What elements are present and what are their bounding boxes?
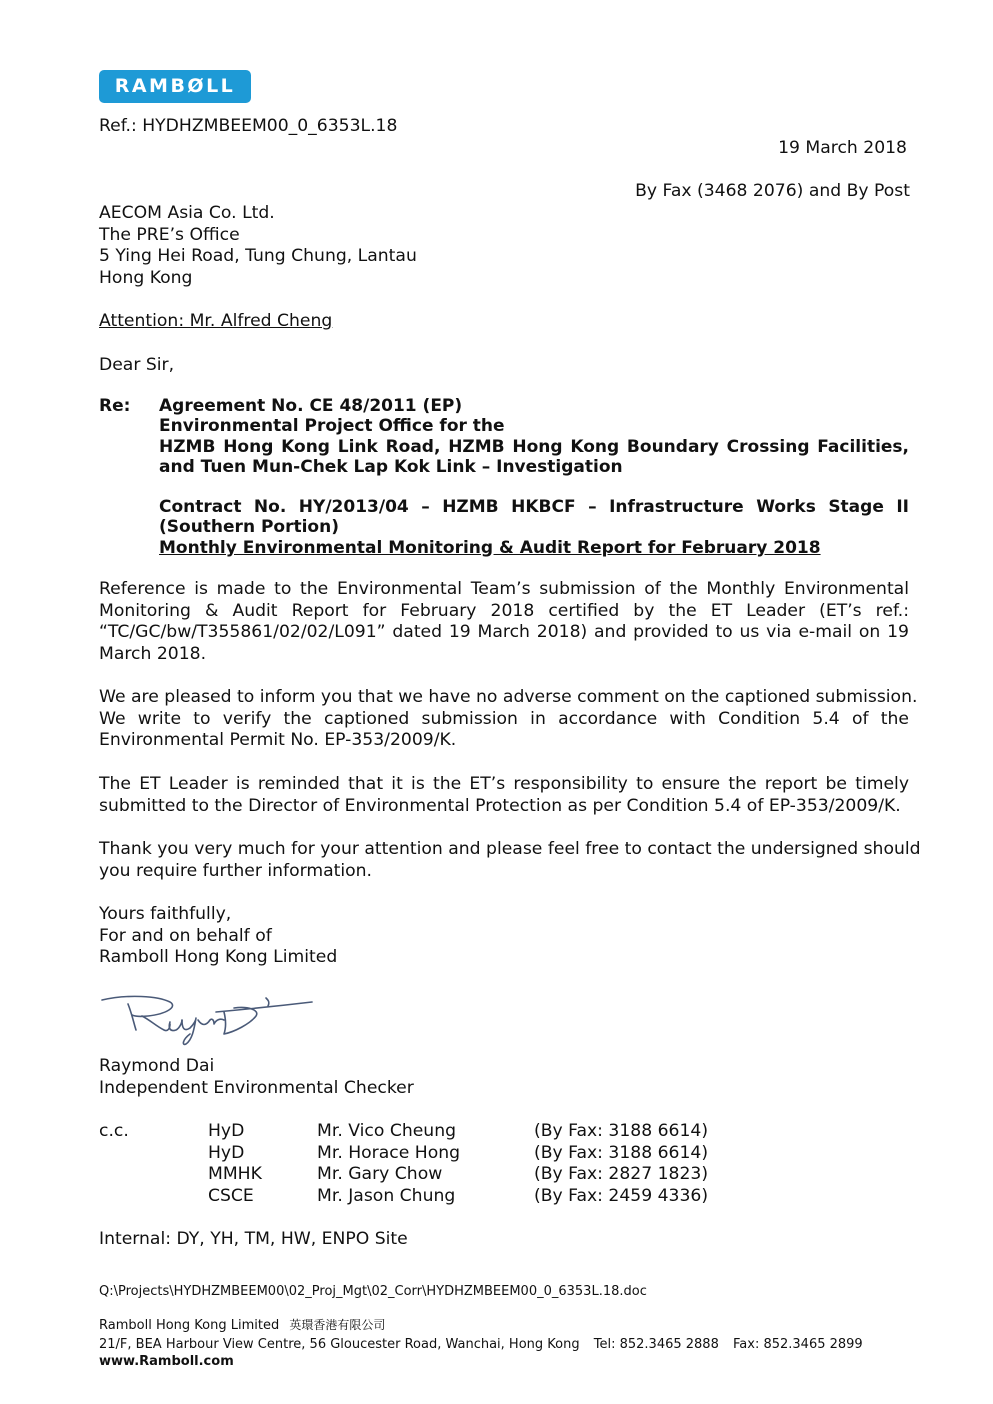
paragraph-line: Monitoring & Audit Report for February 2018 certified by the ET Leader (ET’s ref.: xyxy=(99,600,909,621)
subject-line: HZMB Hong Kong Link Road, HZMB Hong Kong Boundary Crossing Facilities, xyxy=(159,436,909,457)
paragraph-line: We write to verify the captioned submission in accordance with Condition 5.4 of the xyxy=(99,708,909,729)
cc-name: Mr. Vico Cheung xyxy=(317,1121,456,1141)
internal-distribution: Internal: DY, YH, TM, HW, ENPO Site xyxy=(99,1229,408,1249)
paragraph-line: Thank you very much for your attention and please feel free to contact the undersigned should xyxy=(99,839,921,859)
cc-org: MMHK xyxy=(208,1164,262,1185)
footer-address: 21/F, BEA Harbour View Centre, 56 Gloucester Road, Wanchai, Hong Kong xyxy=(99,1337,580,1352)
address-line: The PRE’s Office xyxy=(99,224,240,245)
cc-row xyxy=(208,1186,728,1208)
paragraph-verification xyxy=(99,687,918,752)
cc-row xyxy=(208,1143,728,1165)
footer-address-line xyxy=(99,1336,863,1353)
cc-org: HyD xyxy=(208,1121,245,1141)
address-line: 5 Ying Hei Road, Tung Chung, Lantau xyxy=(99,246,417,267)
cc-fax: (By Fax: 3188 6614) xyxy=(534,1142,709,1163)
letter-date: 19 March 2018 xyxy=(778,138,907,158)
subject-report-title: Monthly Environmental Monitoring & Audit Report for February 2018 xyxy=(159,537,821,558)
cc-org: CSCE xyxy=(208,1185,254,1206)
paragraph-line: submitted to the Director of Environmental Protection as per Condition 5.4 of EP-353/2009/K. xyxy=(99,795,901,816)
cc-name: Mr. Jason Chung xyxy=(317,1185,456,1206)
footer-company-name: Ramboll Hong Kong Limited xyxy=(99,1318,280,1333)
cc-row xyxy=(208,1164,728,1186)
cc-org: HyD xyxy=(208,1142,245,1163)
paragraph-line: you require further information. xyxy=(99,860,373,881)
closing-line: For and on behalf of xyxy=(99,925,272,946)
cc-row xyxy=(208,1121,728,1143)
paragraph-line: The ET Leader is reminded that it is the ET’s responsibility to ensure the report be timely xyxy=(99,774,909,794)
footer-company xyxy=(99,1317,385,1334)
address-line: AECOM Asia Co. Ltd. xyxy=(99,203,275,223)
paragraph-line: Reference is made to the Environmental Team’s submission of the Monthly Environmental xyxy=(99,579,909,599)
closing-block xyxy=(99,904,337,969)
company-logo: RAMBØLL xyxy=(99,70,251,103)
footer-company-chinese: 英環香港有限公司 xyxy=(289,1318,386,1332)
signatory-name: Raymond Dai xyxy=(99,1056,215,1076)
subject-line: Contract No. HY/2013/04 – HZMB HKBCF – Infrastructure Works Stage II xyxy=(159,497,909,518)
attention-line: Attention: Mr. Alfred Cheng xyxy=(99,311,333,331)
signatory-title: Independent Environmental Checker xyxy=(99,1077,414,1098)
re-label: Re: xyxy=(99,396,131,416)
paragraph-reference xyxy=(99,579,909,665)
subject-line: and Tuen Mun-Chek Lap Kok Link – Investigation xyxy=(159,456,623,477)
paragraph-line: Environmental Permit No. EP-353/2009/K. xyxy=(99,730,457,751)
closing-line: Ramboll Hong Kong Limited xyxy=(99,947,338,968)
paragraph-line: March 2018. xyxy=(99,643,207,664)
signatory-block xyxy=(99,1056,414,1099)
recipient-address xyxy=(99,203,417,289)
subject-line: Environmental Project Office for the xyxy=(159,416,505,437)
subject-line: Agreement No. CE 48/2011 (EP) xyxy=(159,396,463,416)
cc-name: Mr. Gary Chow xyxy=(317,1164,443,1185)
cc-fax: (By Fax: 2827 1823) xyxy=(534,1164,709,1185)
delivery-method: By Fax (3468 2076) and By Post xyxy=(635,181,910,201)
paragraph-line: “TC/GC/bw/T355861/02/02/L091” dated 19 March 2018) and provided to us via e-mail on 19 xyxy=(99,622,909,643)
cc-fax: (By Fax: 3188 6614) xyxy=(534,1121,709,1141)
cc-label: c.c. xyxy=(99,1121,129,1141)
subject-line: (Southern Portion) xyxy=(159,517,339,538)
footer-website-link[interactable]: www.Ramboll.com xyxy=(99,1354,234,1369)
address-line: Hong Kong xyxy=(99,267,193,288)
footer-fax: Fax: 852.3465 2899 xyxy=(733,1337,863,1352)
cc-fax: (By Fax: 2459 4336) xyxy=(534,1185,709,1206)
handwritten-signature xyxy=(98,990,318,1048)
cc-list xyxy=(208,1121,728,1207)
footer-tel: Tel: 852.3465 2888 xyxy=(593,1337,719,1352)
reference-number: Ref.: HYDHZMBEEM00_0_6353L.18 xyxy=(99,116,398,136)
cc-name: Mr. Horace Hong xyxy=(317,1142,461,1163)
paragraph-line: We are pleased to inform you that we have no adverse comment on the captioned submission. xyxy=(99,687,918,707)
paragraph-reminder xyxy=(99,774,909,817)
file-path: Q:\Projects\HYDHZMBEEM00\02_Proj_Mgt\02_Corr\HYDHZMBEEM00_0_6353L.18.doc xyxy=(99,1284,647,1299)
subject-block xyxy=(159,396,909,558)
paragraph-thanks xyxy=(99,839,921,882)
closing-line: Yours faithfully, xyxy=(99,904,232,924)
salutation: Dear Sir, xyxy=(99,355,175,375)
